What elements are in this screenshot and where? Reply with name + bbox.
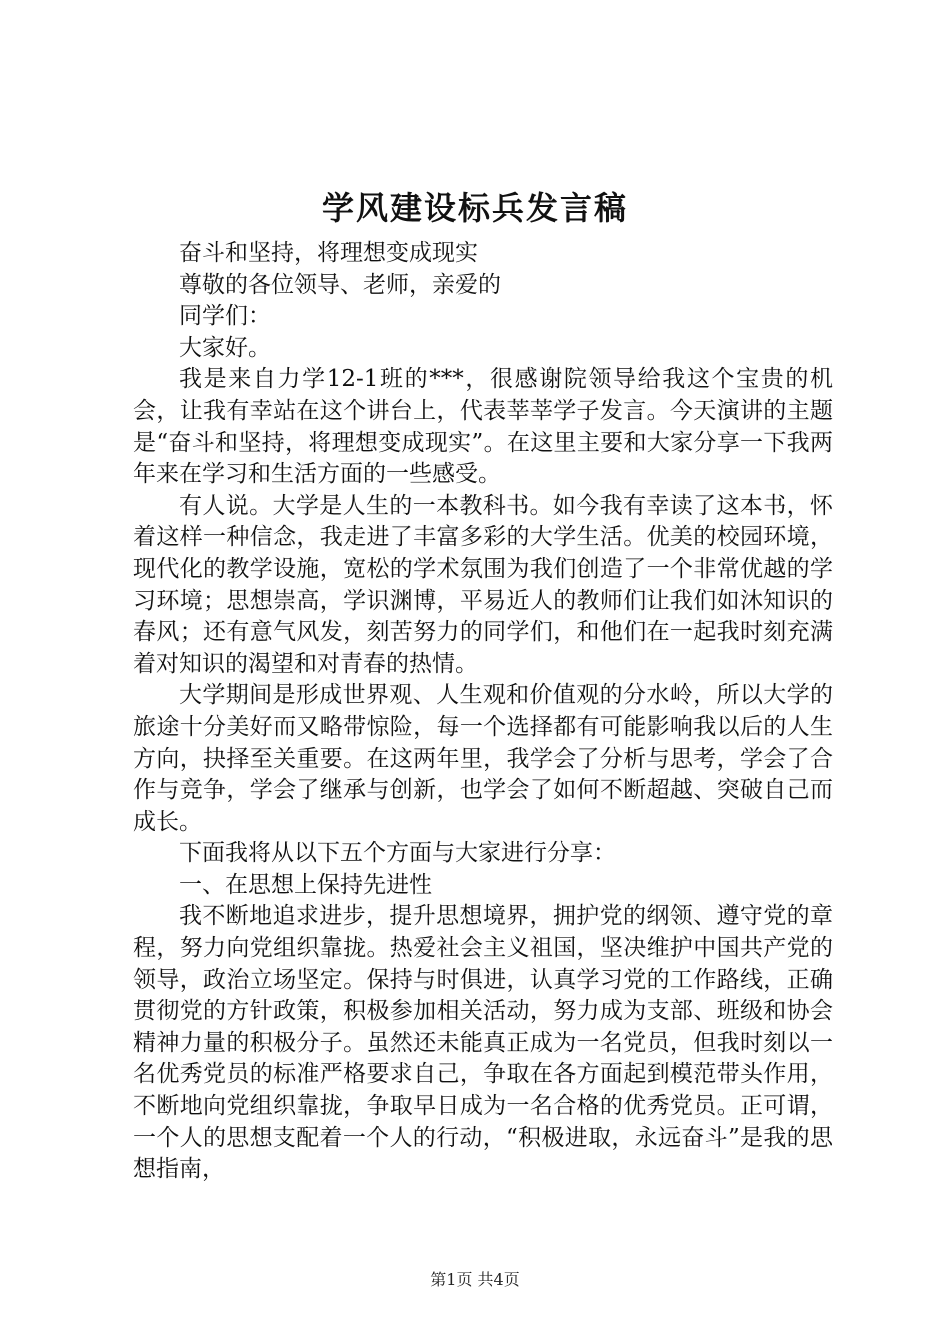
paragraph-subtitle: 奋斗和坚持，将理想变成现实 <box>179 240 478 266</box>
paragraph-greeting: 大家好。 <box>179 334 271 361</box>
paragraph-intro: 我是来自力学12-1班的***，很感谢院领导给我这个宝贵的机会，让我有幸站在这个讲台上，代表莘莘学子发言。今天演讲的主题是“奋斗和坚持，将理想变成现实”。在这里主要和大家分享一下我两年来在学习和生活方面的一些感受。 <box>133 366 833 488</box>
paragraph-outline: 下面我将从以下五个方面与大家进行分享： <box>179 840 616 867</box>
paragraph-university-life: 有人说。大学是人生的一本教科书。如今我有幸读了这本书，怀着这样一种信念，我走进了丰富多彩的大学生活。优美的校园环境，现代化的教学设施，宽松的学术氛围为我们创造了一个非常优越的学习环境；思想崇高，学识渊博，平易近人的教师们让我们如沐知识的春风；还有意气风发，刻苦努力的同学们，和他们在一起我时刻充满着对知识的渴望和对青春的热情。 <box>133 492 833 677</box>
paragraph-salutation: 尊敬的各位领导、老师，亲爱的 <box>179 271 501 298</box>
page-footer: 第1页 共4页 <box>430 1270 520 1289</box>
paragraph-salutation-cont: 同学们： <box>179 303 271 330</box>
document-body <box>133 238 833 1186</box>
section-heading-1: 一、在思想上保持先进性 <box>179 871 432 898</box>
document-title: 学风建设标兵发言稿 <box>321 189 628 227</box>
paragraph-ideology: 我不断地追求进步，提升思想境界，拥护党的纲领、遵守党的章程，努力向党组织靠拢。热爱社会主义祖国，坚决维护中国共产党的领导，政治立场坚定。保持与时俱进，认真学习党的工作路线，正确贯彻党的方针政策，积极参加相关活动，努力成为支部、班级和协会精神力量的积极分子。虽然还未能真正成为一名党员，但我时刻以一名优秀党员的标准严格要求自己，争取在各方面起到模范带头作用，不断地向党组织靠拢，争取早日成为一名合格的优秀党员。正可谓，一个人的思想支配着一个人的行动，“积极进取，永远奋斗”是我的思想指南， <box>133 903 833 1183</box>
paragraph-growth: 大学期间是形成世界观、人生观和价值观的分水岭，所以大学的旅途十分美好而又略带惊险，每一个选择都有可能影响我以后的人生方向，抉择至关重要。在这两年里，我学会了分析与思考，学会了合作与竞争，学会了继承与创新，也学会了如何不断超越、突破自己而成长。 <box>133 682 833 835</box>
